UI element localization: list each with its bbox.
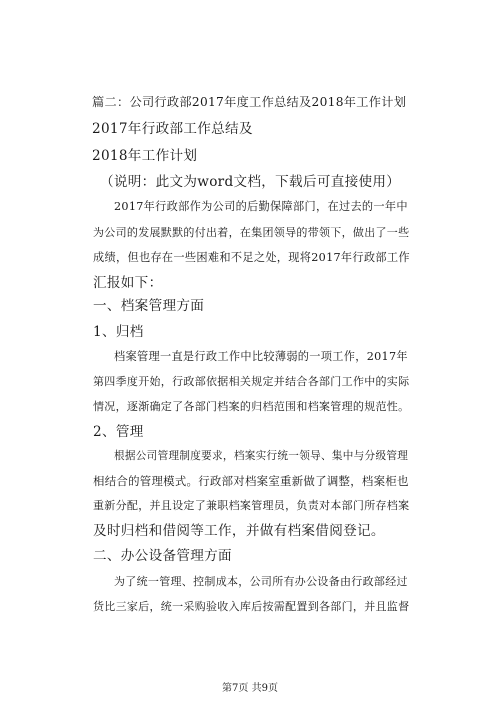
subsection-2-body-line: 根据公司管理制度要求，档案实行统一领导、集中与分级管理 xyxy=(114,450,409,462)
title-line-2: 2018年工作计划 xyxy=(92,148,198,164)
subsection-1-body-line: 档案管理一直是行政工作中比较薄弱的一项工作，2017年 xyxy=(114,350,408,363)
page-number-footer: 第7页 共9页 xyxy=(222,683,278,694)
section-2-title: 二、办公设备管理方面 xyxy=(93,548,232,564)
intro-line: 2017年行政部作为公司的后勤保障部门，在过去的一年中 xyxy=(114,200,408,213)
explanation-note: （说明：此文为word文档，下载后可直接使用） xyxy=(100,174,401,190)
subsection-1-body-line: 情况，逐渐确定了各部门档案的归档范围和档案管理的规范性。 xyxy=(93,400,410,413)
intro-line: 汇报如下： xyxy=(93,275,163,291)
section-2-body-line: 为了统一管理、控制成本，公司所有办公设备由行政部经过 xyxy=(114,575,408,588)
section-1-title: 一、档案管理方面 xyxy=(93,298,205,314)
heading-line: 篇二：公司行政部2017年度工作总结及2018年工作计划 xyxy=(92,95,407,109)
intro-line: 成绩，但也存在一些困难和不足之处，现将2017年行政部工作 xyxy=(93,251,410,264)
subsection-1-body-line: 第四季度开始，行政部依据相关规定并结合各部门工作中的实际 xyxy=(93,375,410,388)
subsection-2-body-line: 重新分配，并且设定了兼职档案管理员，负责对本部门所存档案 xyxy=(93,499,410,512)
section-2-body-line: 货比三家后，统一采购验收入库后按需配置到各部门，并且监督 xyxy=(93,600,410,613)
subsection-1-title: 1、归档 xyxy=(93,324,144,340)
title-line-1: 2017年行政部工作总结及 xyxy=(92,121,253,137)
subsection-2-title: 2、管理 xyxy=(93,424,144,440)
subsection-2-body-line: 及时归档和借阅等工作，并做有档案借阅登记。 xyxy=(93,523,385,539)
intro-line: 为公司的发展默默的付出着，在集团领导的带领下，做出了一些 xyxy=(93,226,410,239)
subsection-2-body-line: 相结合的管理模式。行政部对档案室重新做了调整，档案柜也 xyxy=(93,474,409,488)
